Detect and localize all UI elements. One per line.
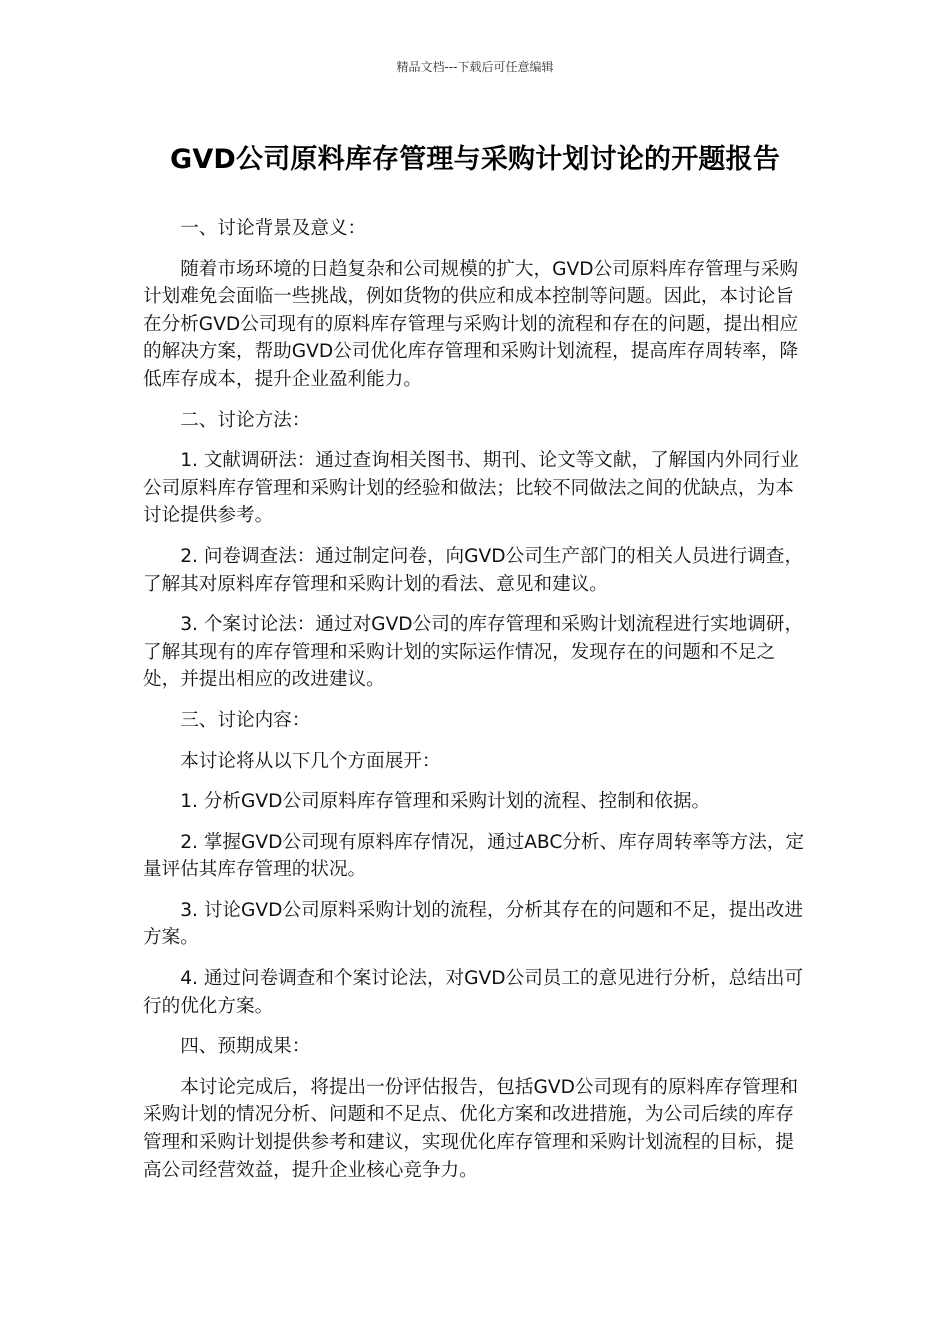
section-heading-background: 一、讨论背景及意义：: [180, 218, 367, 239]
document-title: GVD公司原料库存管理与采购计划讨论的开题报告: [169, 144, 781, 175]
content-item-4: 4. 通过问卷调查和个案讨论法，对GVD公司员工的意见进行分析，总结出可行的优化方案。: [143, 968, 804, 1017]
paragraph-outcomes: 本讨论完成后，将提出一份评估报告，包括GVD公司现有的原料库存管理和采购计划的情况分析、问题和不足点、优化方案和改进措施，为公司后续的库存管理和采购计划提供参考和建议，实现优化库存管理和采购计划流程的目标，提高公司经营效益，提升企业核心竞争力。: [143, 1076, 799, 1181]
paragraph-background: 随着市场环境的日趋复杂和公司规模的扩大，GVD公司原料库存管理与采购计划难免会面临一些挑战，例如货物的供应和成本控制等问题。因此，本讨论旨在分析GVD公司现有的原料库存管理与采购计划的流程和存在的问题，提出相应的解决方案，帮助GVD公司优化库存管理和采购计划流程，提高库存周转率，降低库存成本，提升企业盈利能力。: [143, 258, 799, 390]
page-header-note: 精品文档---下载后可任意编辑: [396, 60, 554, 74]
document-body: [143, 215, 805, 1197]
method-item-literature: 1. 文献调研法：通过查询相关图书、期刊、论文等文献，了解国内外同行业公司原料库存管理和采购计划的经验和做法；比较不同做法之间的优缺点，为本讨论提供参考。: [143, 450, 799, 527]
content-item-3: 3. 讨论GVD公司原料采购计划的流程，分析其存在的问题和不足，提出改进方案。: [143, 899, 804, 949]
method-item-case-study: 3. 个案讨论法：通过对GVD公司的库存管理和采购计划流程进行实地调研，了解其现有的库存管理和采购计划的实际运作情况，发现存在的问题和不足之处，并提出相应的改进建议。: [143, 614, 804, 691]
content-item-1: 1. 分析GVD公司原料库存管理和采购计划的流程、控制和依据。: [180, 791, 711, 813]
method-item-survey: 2. 问卷调查法：通过制定问卷，向GVD公司生产部门的相关人员进行调查，了解其对原料库存管理和采购计划的看法、意见和建议。: [143, 545, 804, 595]
section-heading-outcomes: 四、预期成果：: [180, 1036, 311, 1058]
paragraph-content-intro: 本讨论将从以下几个方面展开：: [180, 750, 441, 772]
section-heading-content: 三、讨论内容：: [180, 709, 311, 731]
content-item-2: 2. 掌握GVD公司现有原料库存情况，通过ABC分析、库存周转率等方法，定量评估其库存管理的状况。: [143, 831, 805, 881]
section-heading-methods: 二、讨论方法：: [180, 409, 311, 431]
